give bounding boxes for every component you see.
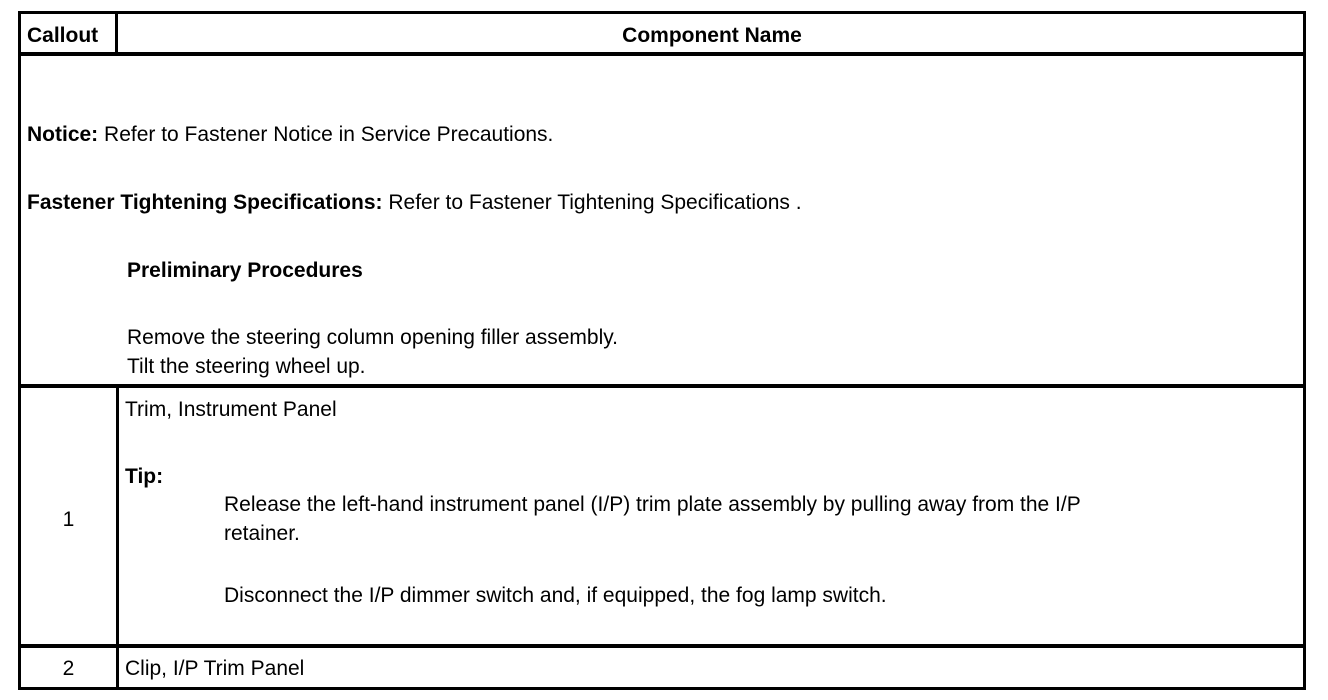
- row1-callout: 1: [62, 508, 75, 531]
- notice-line: [27, 120, 553, 149]
- row1-tip-line: retainer.: [224, 522, 300, 545]
- fastener-spec-text: Refer to Fastener Tightening Specifications .: [382, 191, 802, 214]
- component-table: [18, 11, 1306, 690]
- notice-label: Notice:: [27, 123, 99, 146]
- row2-component: Clip, I/P Trim Panel: [125, 657, 305, 680]
- header-component-name: Component Name: [622, 24, 802, 47]
- row1-tip-line: Disconnect the I/P dimmer switch and, if equipped, the fog lamp switch.: [224, 584, 887, 607]
- intro-divider: [21, 384, 1303, 388]
- row1-component: Trim, Instrument Panel: [125, 398, 337, 421]
- preliminary-step: Tilt the steering wheel up.: [127, 355, 366, 378]
- row2-callout: 2: [62, 657, 75, 680]
- preliminary-procedures-heading: Preliminary Procedures: [127, 259, 363, 282]
- row1-divider: [21, 644, 1303, 648]
- header-callout: Callout: [27, 24, 99, 47]
- row1-tip-label: Tip:: [125, 465, 164, 488]
- header-column-divider: [115, 14, 118, 54]
- header-divider: [21, 52, 1303, 56]
- preliminary-step: Remove the steering column opening filler assembly.: [127, 326, 619, 349]
- row1-column-divider: [116, 386, 119, 648]
- fastener-spec-line: [27, 188, 802, 217]
- row2-column-divider: [116, 646, 119, 690]
- notice-text: Refer to Fastener Notice in Service Precautions.: [98, 123, 554, 146]
- fastener-spec-label: Fastener Tightening Specifications:: [27, 191, 383, 214]
- row1-tip-line: Release the left-hand instrument panel (I/P) trim plate assembly by pulling away from the I/P: [224, 493, 1081, 516]
